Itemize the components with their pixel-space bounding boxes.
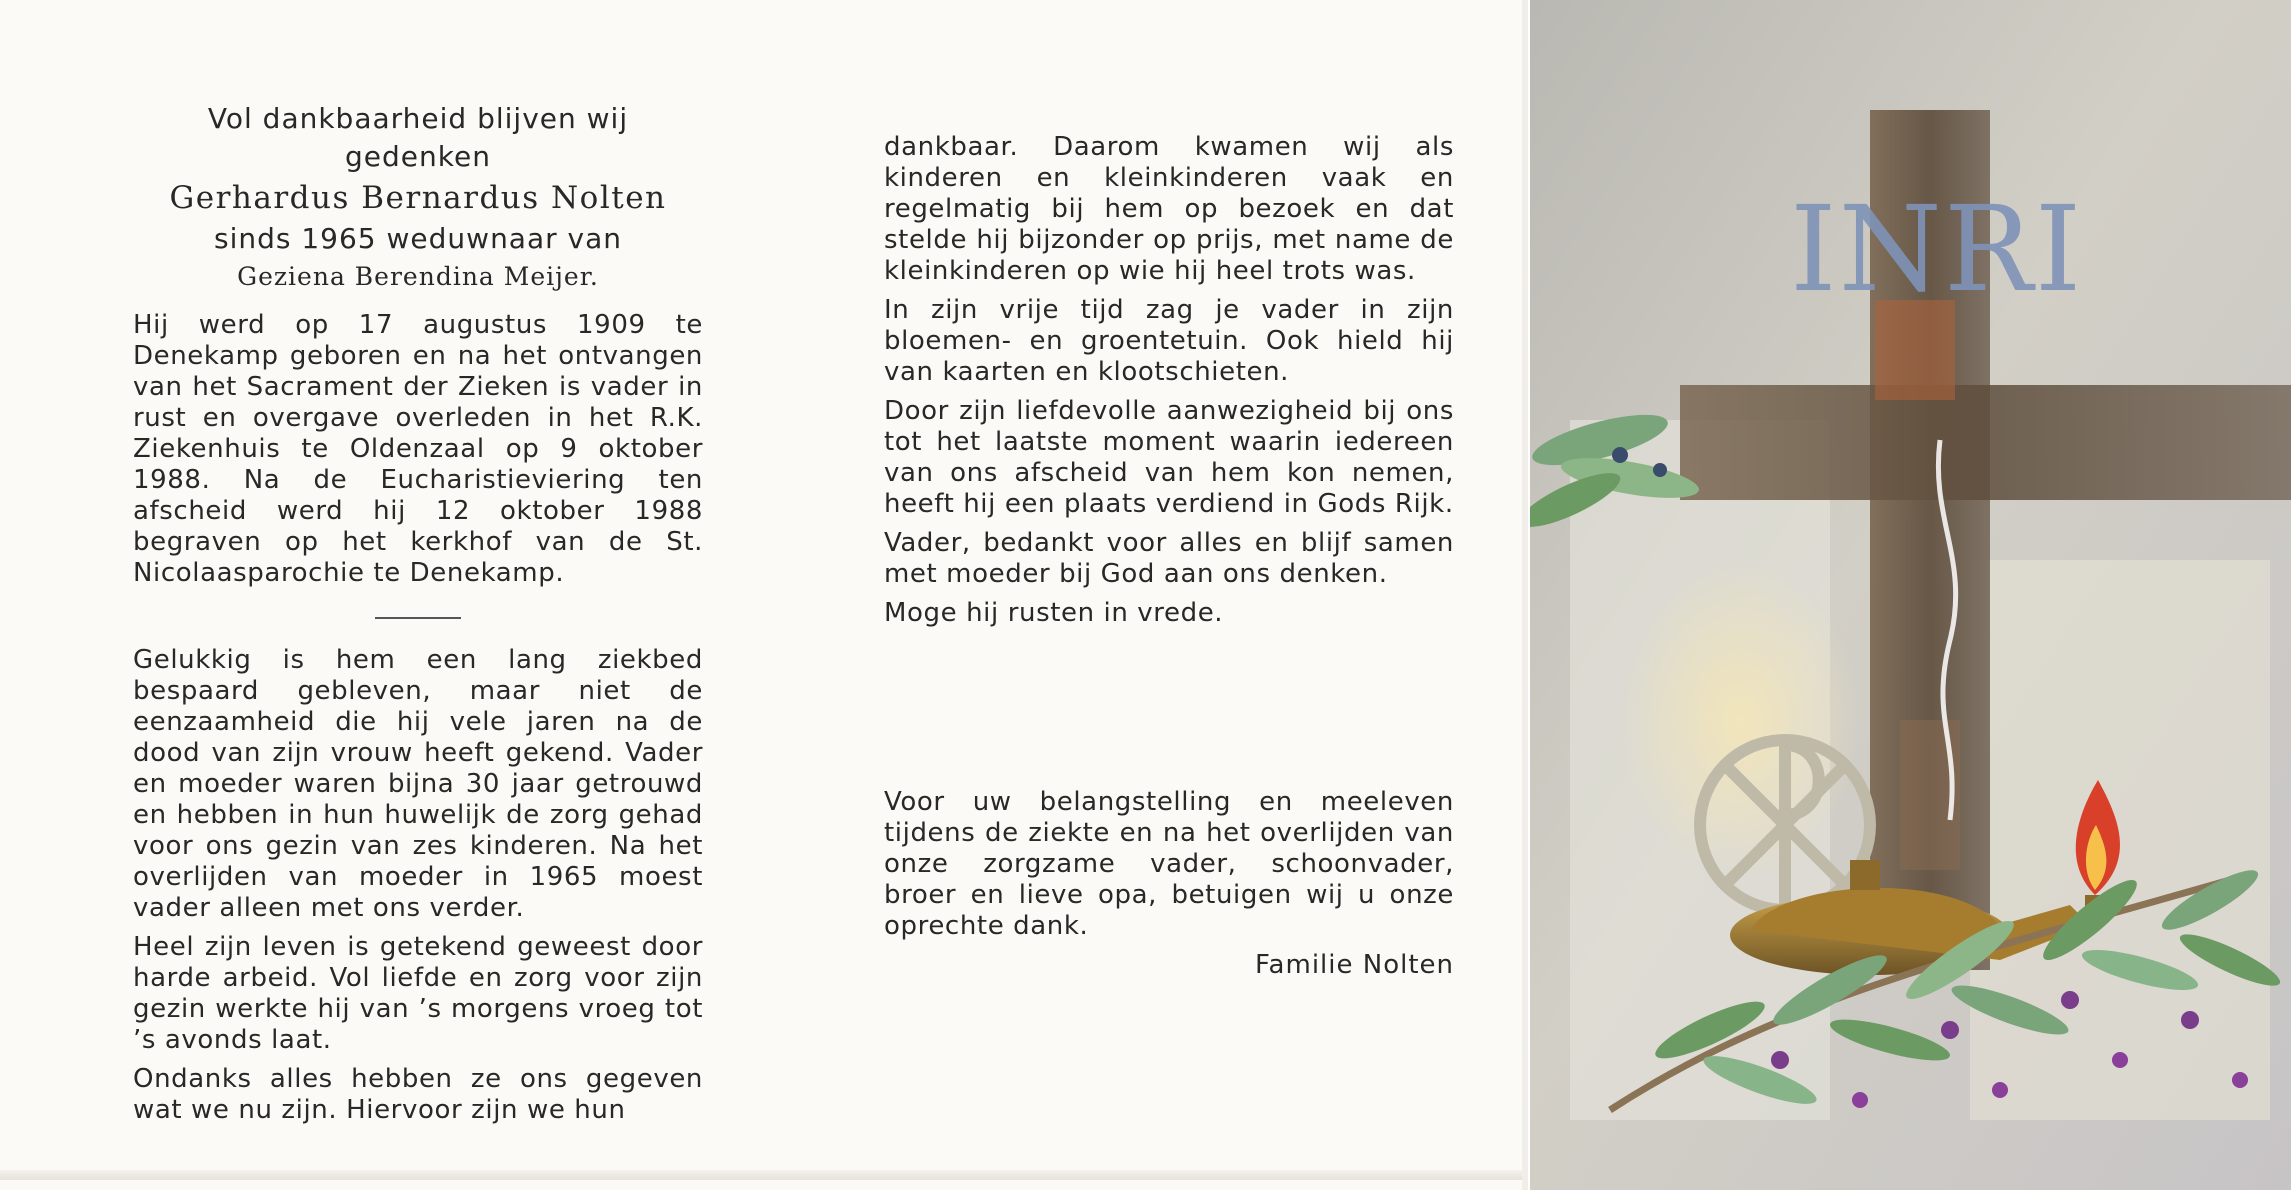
glow-area — [1620, 560, 1860, 880]
paragraph-gratitude-start: Ondanks alles hebben ze ons gegeven wat we nu zijn. Hiervoor zijn we hun — [133, 1064, 703, 1125]
middle-panel — [884, 132, 1454, 980]
paragraph-thanks: Voor uw belangstelling en meeleven tijdens de ziekte en na het overlijden van onze zorgzame vader, schoonvader, broer en lieve opa, betuigen wij u onze oprechte dank. — [884, 787, 1454, 941]
paragraph-farewell: Vader, bedankt voor alles en blijf samen met moeder bij God aan ons denken. — [884, 528, 1454, 589]
widower-line: sinds 1965 weduwnaar van — [213, 222, 623, 255]
paragraph-illness: Gelukkig is hem een lang ziekbed bespaard gebleven, maar niet de eenzaamheid die hij vele jaren na de dood van zijn vrouw heeft gekend. Vader en moeder waren bijna 30 jaar getrouwd en hebben in hun huwelijk de zorg gehad voor ons gezin van zes kinderen. Na het overlijden van moeder in 1965 moest vader alleen met ons verder. — [133, 645, 703, 923]
spouse-name: Geziena Berendina Meijer. — [237, 262, 599, 291]
intro-line: Vol dankbaarheid blijven wij gedenken — [207, 102, 629, 173]
deceased-name: Gerhardus Bernardus Nolten — [169, 180, 667, 216]
paragraph-rest-in-peace: Moge hij rusten in vrede. — [884, 598, 1224, 628]
title-block — [133, 100, 703, 296]
card-fold — [1522, 0, 1528, 1190]
light-panel-right — [1970, 560, 2270, 1120]
paragraph-work: Heel zijn leven is getekend geweest door harde arbeid. Vol liefde en zorg voor zijn gezin werkte hij van ’s morgens vroeg tot ’s avonds laat. — [133, 932, 703, 1055]
paragraph-gratitude-end: dankbaar. Daarom kwamen wij als kinderen en kleinkinderen vaak en regelmatig bij hem op bezoek en dat stelde hij bijzonder op prijs, met name de kleinkinderen op wie hij heel trots was. — [884, 132, 1454, 286]
separator-line — [375, 617, 461, 619]
religious-illustration — [1530, 0, 2291, 1190]
spacer — [884, 637, 1454, 787]
card-bottom-edge — [0, 1170, 1522, 1180]
inri-inscription: INRI — [1790, 180, 2084, 318]
paragraph-biography: Hij werd op 17 augustus 1909 te Denekamp geboren en na het ontvangen van het Sacrament der Zieken is vader in rust en overgave overleden in het R.K. Ziekenhuis te Oldenzaal op 9 oktober 1988. Na de Eucharistieviering ten afscheid werd hij 12 oktober 1988 begraven op het kerkhof van de St. Nicolaasparochie te Denekamp. — [133, 310, 703, 588]
left-panel — [133, 100, 703, 1134]
paragraph-presence: Door zijn liefdevolle aanwezigheid bij ons tot het laatste moment waarin iedereen van ons afscheid van hem kon nemen, heeft hij een plaats verdiend in Gods Rijk. — [884, 396, 1454, 519]
paragraph-hobbies: In zijn vrije tijd zag je vader in zijn bloemen- en groentetuin. Ook hield hij van kaarten en klootschieten. — [884, 295, 1454, 387]
signature: Familie Nolten — [1254, 950, 1454, 980]
